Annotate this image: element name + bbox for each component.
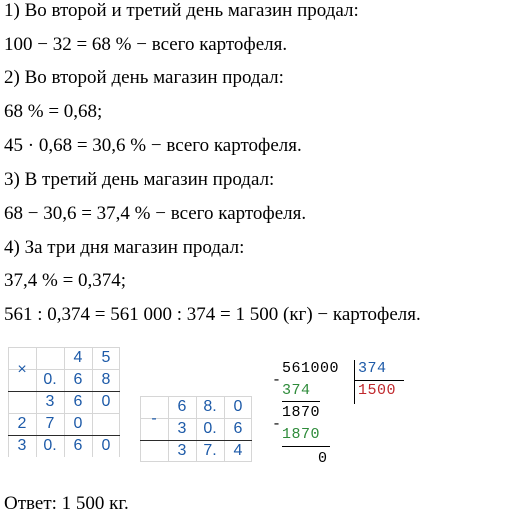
minus-sign: - [151, 410, 157, 427]
mult-r4-c0: 3 [17, 437, 27, 454]
step-2-calculation: 45 · 0,68 = 30,6 % − всего картофеля. [4, 135, 302, 156]
answer: Ответ: 1 500 кг. [4, 493, 129, 514]
division-minus-2: - [272, 416, 282, 433]
sub-r2-c3: 4 [233, 442, 243, 459]
multiplication-grid [8, 347, 120, 457]
mult-r4-c2: 6 [73, 437, 83, 454]
mult-r4-c3: 0 [101, 437, 111, 454]
step-1-heading: 1) Во второй и третий день магазин продал: [4, 0, 359, 21]
sub-r0-c1: 6 [177, 398, 187, 415]
step-2-conversion: 68 % = 0,68; [4, 101, 103, 122]
sub-r1-c3: 6 [233, 420, 243, 437]
step-2-heading: 2) Во второй день магазин продал: [4, 67, 284, 88]
mult-r1-c1: 0. [43, 371, 57, 388]
mult-r1-c2: 6 [73, 371, 83, 388]
division-minus-1: - [272, 372, 282, 389]
mult-r2-c3: 0 [101, 393, 111, 410]
mult-r3-c2: 0 [73, 415, 83, 432]
subtrahend-2: 1870 [282, 426, 321, 443]
quotient: 1500 [358, 382, 397, 399]
mult-r1-c3: 8 [101, 371, 111, 388]
step-3-heading: 3) В третий день магазин продал: [4, 169, 275, 190]
step-4-conversion: 37,4 % = 0,374; [4, 270, 127, 291]
mult-r0-c2: 4 [73, 349, 83, 366]
step-3-calculation: 68 − 30,6 = 37,4 % − всего картофеля. [4, 203, 307, 224]
step-1-calculation: 100 − 32 = 68 % − всего картофеля. [4, 34, 288, 55]
mult-r2-c1: 3 [45, 393, 55, 410]
sub-r1-c1: 3 [177, 420, 187, 437]
multiply-sign: × [17, 361, 27, 378]
subtrahend-1: 374 [282, 382, 311, 399]
remainder-1: 1870 [282, 404, 321, 421]
mult-r0-c3: 5 [101, 349, 111, 366]
divisor: 374 [358, 360, 387, 377]
long-division [270, 360, 420, 480]
mult-r4-c1: 0. [43, 437, 57, 454]
mult-r3-c0: 2 [17, 415, 27, 432]
mult-r3-c1: 7 [45, 415, 55, 432]
step-4-heading: 4) За три дня магазин продал: [4, 237, 245, 258]
final-remainder: 0 [318, 450, 328, 467]
sub-r0-c2: 8. [203, 398, 217, 415]
dividend: 561000 [282, 360, 340, 377]
sub-r0-c3: 0 [233, 398, 243, 415]
subtraction-grid [140, 396, 252, 462]
sub-r1-c2: 0. [203, 420, 217, 437]
mult-r2-c2: 6 [73, 393, 83, 410]
step-4-calculation: 561 : 0,374 = 561 000 : 374 = 1 500 (кг) − картофеля. [4, 304, 421, 325]
sub-r2-c2: 7. [203, 442, 217, 459]
sub-r2-c1: 3 [177, 442, 187, 459]
